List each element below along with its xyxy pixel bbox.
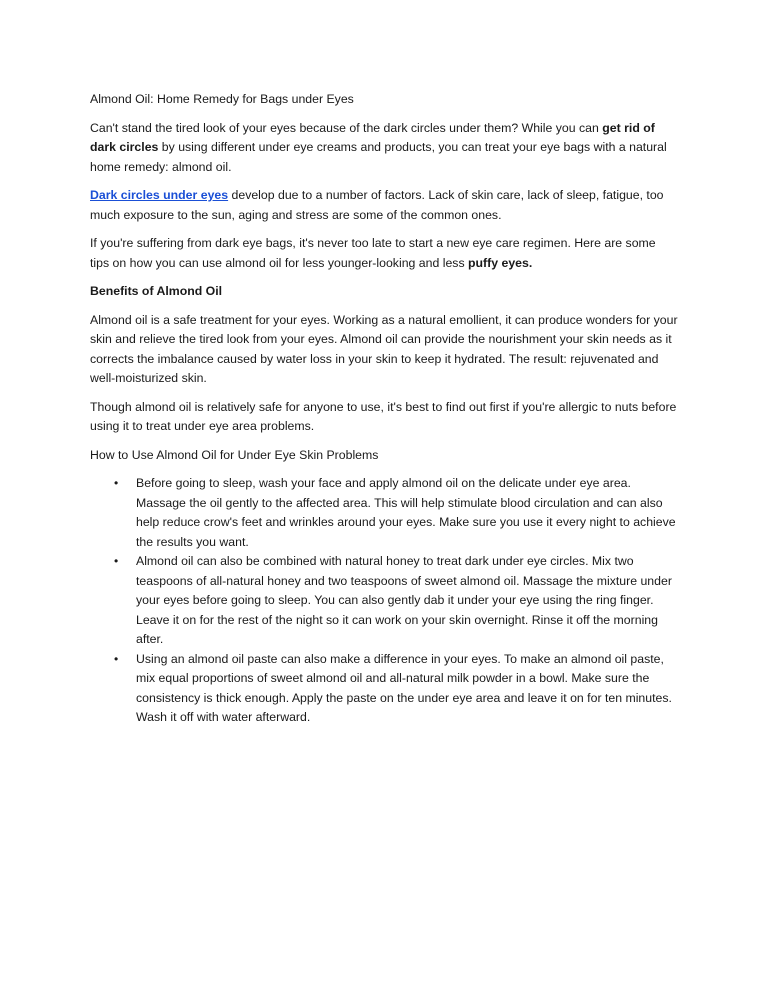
benefits-heading-text: Benefits of Almond Oil (90, 284, 223, 298)
causes-paragraph (90, 186, 678, 225)
dark-circles-link[interactable]: Dark circles under eyes (90, 188, 229, 202)
causes-text: develop due to a number of factors. Lack of skin care, lack of sleep, fatigue, too much exposure to the sun, aging and stress are some of the common ones. (90, 188, 664, 222)
bullet-icon: • (114, 476, 119, 490)
intro-text-1: Can't stand the tired look of your eyes because of the dark circles under them? While you can (90, 120, 603, 135)
bullet-icon: • (114, 554, 119, 568)
list-item-text: Almond oil can also be combined with natural honey to treat dark under eye circles. Mix two teaspoons of all-natural honey and two teaspoons of sweet almond oil. Massage the mixture under your eyes before going to sleep. You can also gently dab it under your eye using the ring finger. Leave it on for the rest of the night so it can work on your skin overnight. Rinse it off the morning after. (136, 554, 672, 646)
intro-text-2: by using different under eye creams and products, you can treat your eye bags with a natural home remedy: almond oil. (90, 140, 667, 174)
list-item (90, 474, 678, 552)
document-title: Almond Oil: Home Remedy for Bags under Eyes (90, 92, 354, 106)
intro-bold-text: get rid of dark circles (90, 120, 655, 154)
list-item (90, 552, 678, 650)
tips-intro-paragraph (90, 234, 678, 273)
allergy-paragraph: Though almond oil is relatively safe for anyone to use, it's best to find out first if you're allergic to nuts before using it to treat under eye area problems. (90, 399, 677, 433)
benefits-paragraph: Almond oil is a safe treatment for your eyes. Working as a natural emollient, it can produce wonders for your skin and relieve the tired look from your eyes. Almond oil can provide the nourishment your skin needs as it corrects the imbalance caused by water loss in your skin to keep it hydrated. The result: rejuvenated and well-moisturized skin. (90, 312, 678, 385)
benefits-heading (90, 282, 678, 302)
puffy-eyes-bold: puffy eyes. (468, 255, 533, 270)
list-item-text: Using an almond oil paste can also make a difference in your eyes. To make an almond oil paste, mix equal proportions of sweet almond oil and all-natural milk powder in a bowl. Make sure the consistency is thick enough. Apply the paste on the under eye area and leave it on for ten minutes. Wash it off with water afterward. (136, 651, 672, 724)
document-page (90, 90, 678, 728)
tips-intro-text: If you're suffering from dark eye bags, it's never too late to start a new eye care regimen. Here are some tips on how you can use almond oil for less younger-looking and less (90, 236, 656, 270)
tips-list (90, 474, 678, 728)
howto-heading: How to Use Almond Oil for Under Eye Skin Problems (90, 447, 379, 462)
list-item-text: Before going to sleep, wash your face and apply almond oil on the delicate under eye area. Massage the oil gently to the affected area. This will help stimulate blood circulation and can also help reduce crow's feet and wrinkles around your eyes. Make sure you use it every night to achieve the results you want. (136, 476, 676, 549)
bullet-icon: • (114, 651, 119, 666)
list-item (90, 650, 678, 728)
intro-paragraph (90, 119, 678, 178)
